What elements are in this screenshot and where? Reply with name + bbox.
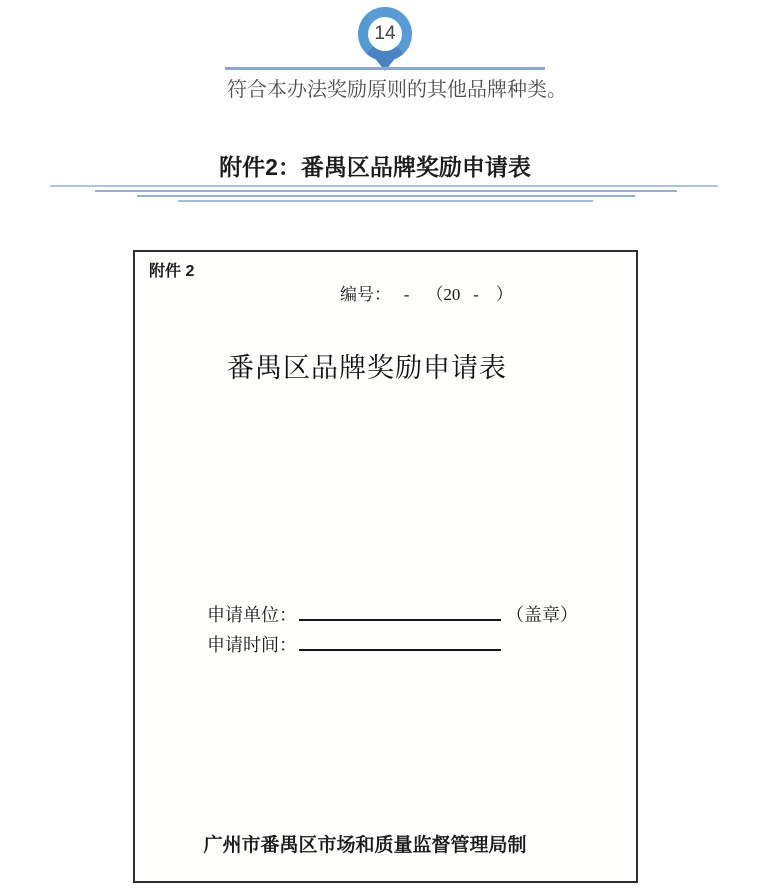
applicant-blank-line: [299, 603, 501, 621]
form-title: 番禺区品牌奖励申请表: [227, 353, 507, 383]
decorative-line-4: [178, 200, 593, 202]
serial-number-line: 编号： - （20 - ）: [340, 285, 513, 304]
section-divider-line: [225, 67, 545, 70]
page-number-pin: [358, 7, 412, 71]
attachment-label: 附件 2: [149, 263, 195, 280]
date-label: 申请时间：: [207, 635, 297, 655]
decorative-line-3: [137, 195, 635, 197]
form-footer: 广州市番禺区市场和质量监督管理局制: [203, 835, 527, 856]
date-row: [207, 631, 506, 657]
applicant-label: 申请单位：: [207, 605, 297, 625]
page-number: 14: [374, 23, 396, 44]
page-number-circle: [358, 7, 412, 61]
attachment-heading: 附件2：番禺区品牌奖励申请表: [219, 154, 531, 180]
application-form-box: [133, 250, 638, 883]
decorative-line-1: [50, 185, 718, 187]
seal-label: （盖章）: [506, 605, 578, 625]
intro-text: 符合本办法奖励原则的其他品牌种类。: [227, 79, 567, 101]
decorative-line-2: [95, 190, 677, 192]
applicant-row: [207, 601, 578, 627]
date-blank-line: [299, 633, 501, 651]
